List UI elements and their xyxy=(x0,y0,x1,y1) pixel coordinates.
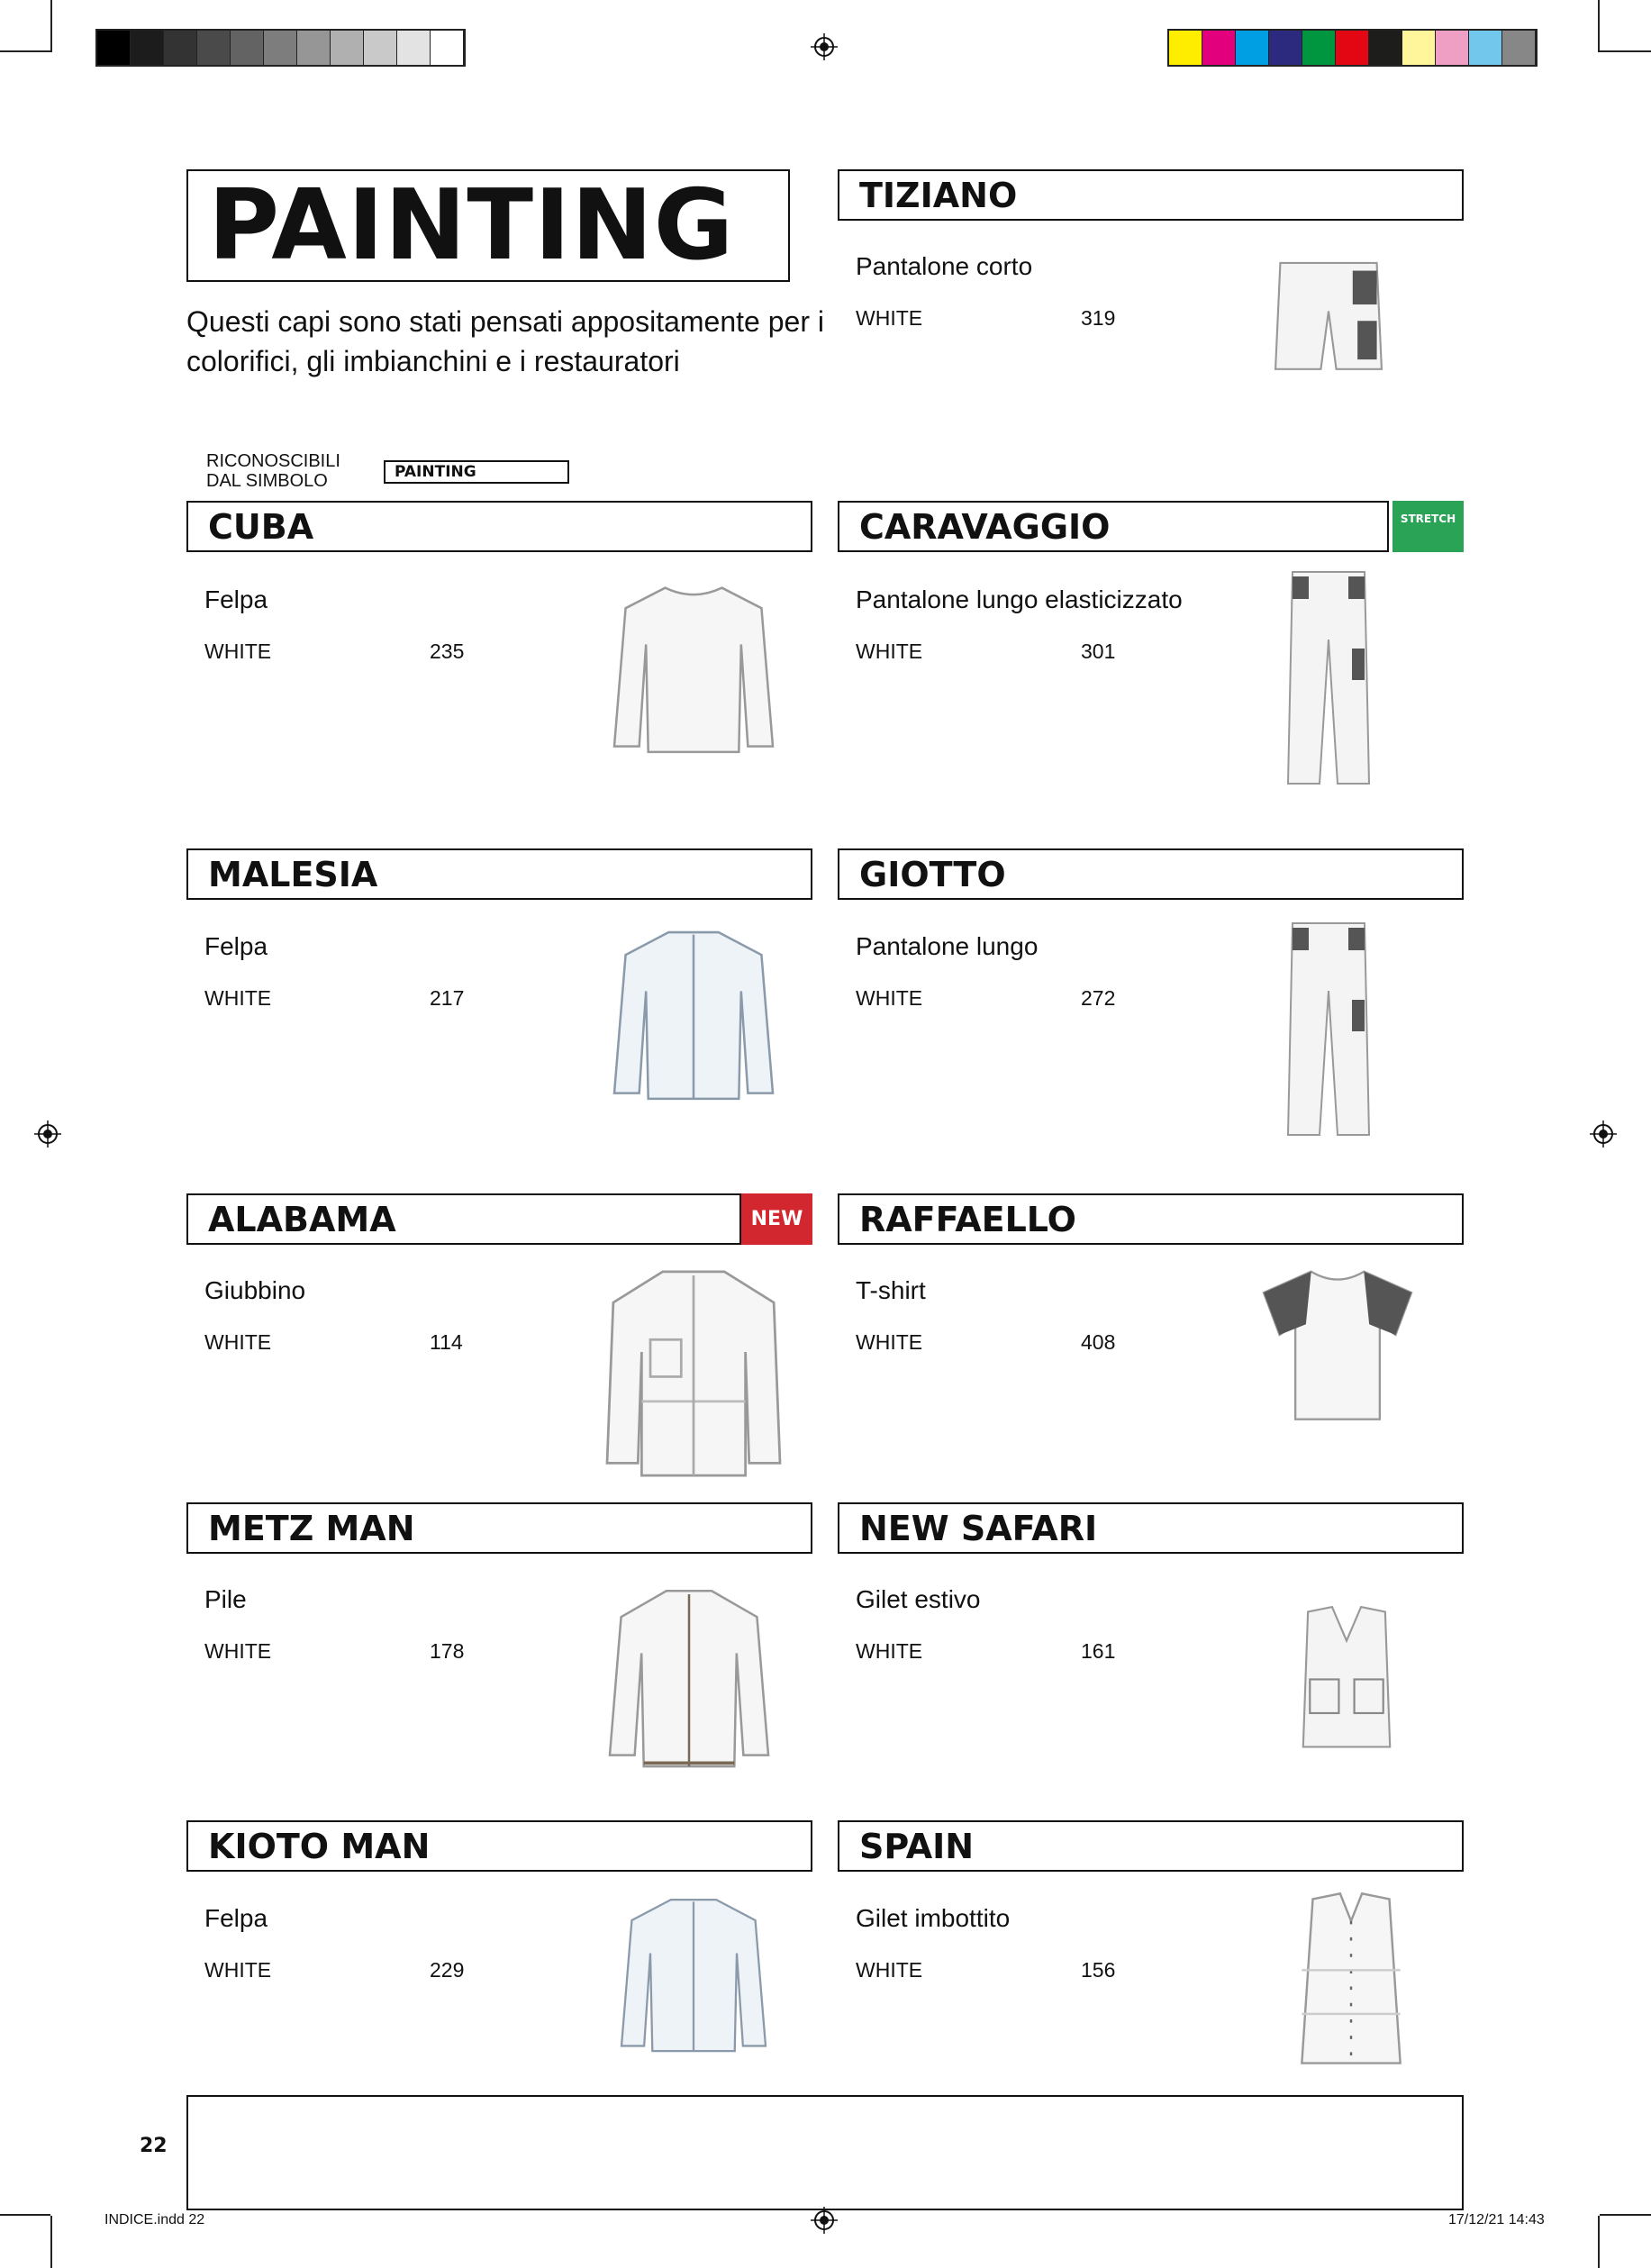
color-swatch xyxy=(297,31,331,65)
product-description: Felpa xyxy=(204,1904,268,1932)
product-name: KIOTO MAN xyxy=(208,1827,431,1866)
symbol-note xyxy=(206,451,340,491)
product-description: Pile xyxy=(204,1585,247,1613)
zip-sweatshirt-icon xyxy=(599,1892,788,2072)
product-color-code: 301 xyxy=(1081,640,1116,663)
color-swatch xyxy=(1402,31,1436,65)
product-name: ALABAMA xyxy=(208,1200,396,1239)
color-swatch xyxy=(1436,31,1469,65)
painting-symbol: PAINTING xyxy=(384,460,569,484)
product-color: WHITE xyxy=(856,1639,923,1663)
product-color-code: 229 xyxy=(430,1958,465,1982)
grayscale-color-bar xyxy=(95,29,466,67)
section-title-box xyxy=(186,169,790,282)
color-swatch xyxy=(1302,31,1336,65)
registration-mark-icon xyxy=(34,1120,61,1148)
fleece-icon xyxy=(585,1585,793,1783)
product-description: T-shirt xyxy=(856,1276,926,1304)
product-header-kioto-man xyxy=(186,1820,812,1872)
process-color-bar xyxy=(1167,29,1538,67)
product-color: WHITE xyxy=(204,986,272,1010)
product-header-spain xyxy=(838,1820,1464,1872)
product-header-alabama xyxy=(186,1193,741,1245)
sweatshirt-icon xyxy=(599,576,788,775)
color-swatch xyxy=(1469,31,1502,65)
color-swatch xyxy=(1502,31,1536,65)
product-header-cuba xyxy=(186,501,812,552)
tshirt-icon xyxy=(1247,1261,1428,1446)
color-swatch xyxy=(264,31,297,65)
product-name: NEW SAFARI xyxy=(859,1509,1098,1548)
product-color-code: 161 xyxy=(1081,1639,1116,1663)
product-description: Giubbino xyxy=(204,1276,306,1304)
slug-date: 17/12/21 14:43 xyxy=(1448,2212,1545,2227)
crop-mark xyxy=(50,2216,52,2268)
product-header-raffaello xyxy=(838,1193,1464,1245)
footer-box xyxy=(186,2095,1464,2210)
registration-mark-icon xyxy=(811,2207,838,2234)
product-description: Felpa xyxy=(204,932,268,960)
product-header-tiziano xyxy=(838,169,1464,221)
product-header-caravaggio xyxy=(838,501,1389,552)
product-name: CUBA xyxy=(208,507,314,547)
product-color: WHITE xyxy=(856,1958,923,1982)
product-name: MALESIA xyxy=(208,855,378,894)
crop-mark xyxy=(0,2214,50,2216)
color-swatch xyxy=(397,31,431,65)
crop-mark xyxy=(1598,2216,1600,2268)
product-color: WHITE xyxy=(856,986,923,1010)
product-color-code: 178 xyxy=(430,1639,465,1663)
product-color: WHITE xyxy=(204,1958,272,1982)
color-swatch xyxy=(1269,31,1302,65)
jacket-icon xyxy=(599,1266,788,1482)
page-number: 22 xyxy=(140,2135,168,2157)
product-color-code: 319 xyxy=(1081,306,1116,330)
crop-mark xyxy=(1598,0,1600,52)
color-swatch xyxy=(131,31,164,65)
product-color-code: 235 xyxy=(430,640,465,663)
product-color: WHITE xyxy=(204,1639,272,1663)
product-name: TIZIANO xyxy=(859,176,1018,215)
intro-text: Questi capi sono stati pensati appositamente per i colorifici, gli imbianchini e i restauratori xyxy=(186,305,824,377)
product-color: WHITE xyxy=(204,1330,272,1354)
color-swatch xyxy=(1236,31,1269,65)
color-swatch xyxy=(97,31,131,65)
product-header-metz-man xyxy=(186,1502,812,1554)
trousers-icon xyxy=(1261,567,1396,793)
section-title: PAINTING xyxy=(208,169,735,282)
product-name: GIOTTO xyxy=(859,855,1006,894)
product-color-code: 272 xyxy=(1081,986,1116,1010)
product-name: RAFFAELLO xyxy=(859,1200,1076,1239)
product-description: Gilet imbottito xyxy=(856,1904,1011,1932)
product-color: WHITE xyxy=(856,1330,923,1354)
crop-mark xyxy=(0,50,50,52)
slug-file: INDICE.indd 22 xyxy=(104,2212,205,2227)
crop-mark xyxy=(1600,2214,1651,2216)
color-swatch xyxy=(1202,31,1236,65)
symbol-note-line: DAL SIMBOLO xyxy=(206,471,328,491)
product-color-code: 114 xyxy=(430,1330,463,1354)
product-header-giotto xyxy=(838,848,1464,900)
product-description: Pantalone corto xyxy=(856,252,1033,280)
zip-sweatshirt-icon xyxy=(599,923,788,1121)
color-swatch xyxy=(1169,31,1202,65)
color-swatch xyxy=(164,31,197,65)
crop-mark xyxy=(50,0,52,52)
product-header-malesia xyxy=(186,848,812,900)
product-color-code: 156 xyxy=(1081,1958,1116,1982)
color-swatch xyxy=(197,31,231,65)
product-description: Pantalone lungo elasticizzato xyxy=(856,585,1183,613)
color-swatch xyxy=(231,31,264,65)
trousers-icon xyxy=(1261,919,1396,1144)
product-color: WHITE xyxy=(204,640,272,663)
product-description: Felpa xyxy=(204,585,268,613)
product-name: SPAIN xyxy=(859,1827,975,1866)
crop-mark xyxy=(1600,50,1651,52)
product-header-new-safari xyxy=(838,1502,1464,1554)
product-color-code: 217 xyxy=(430,986,465,1010)
product-description: Pantalone lungo xyxy=(856,932,1039,960)
registration-mark-icon xyxy=(811,33,838,60)
symbol-note-line: RICONOSCIBILI xyxy=(206,451,340,471)
product-color: WHITE xyxy=(856,306,923,330)
padded-vest-icon xyxy=(1275,1882,1428,2085)
color-swatch xyxy=(1336,31,1369,65)
color-swatch xyxy=(431,31,464,65)
shorts-icon xyxy=(1261,243,1396,432)
product-name: CARAVAGGIO xyxy=(859,507,1111,547)
stretch-badge: STRETCH xyxy=(1392,501,1464,552)
new-badge: NEW xyxy=(741,1193,812,1245)
color-swatch xyxy=(331,31,364,65)
product-description: Gilet estivo xyxy=(856,1585,981,1613)
color-swatch xyxy=(364,31,397,65)
product-color-code: 408 xyxy=(1081,1330,1116,1354)
color-swatch xyxy=(1369,31,1402,65)
product-color: WHITE xyxy=(856,640,923,663)
product-name: METZ MAN xyxy=(208,1509,415,1548)
vest-icon xyxy=(1279,1590,1414,1783)
registration-mark-icon xyxy=(1590,1120,1617,1148)
